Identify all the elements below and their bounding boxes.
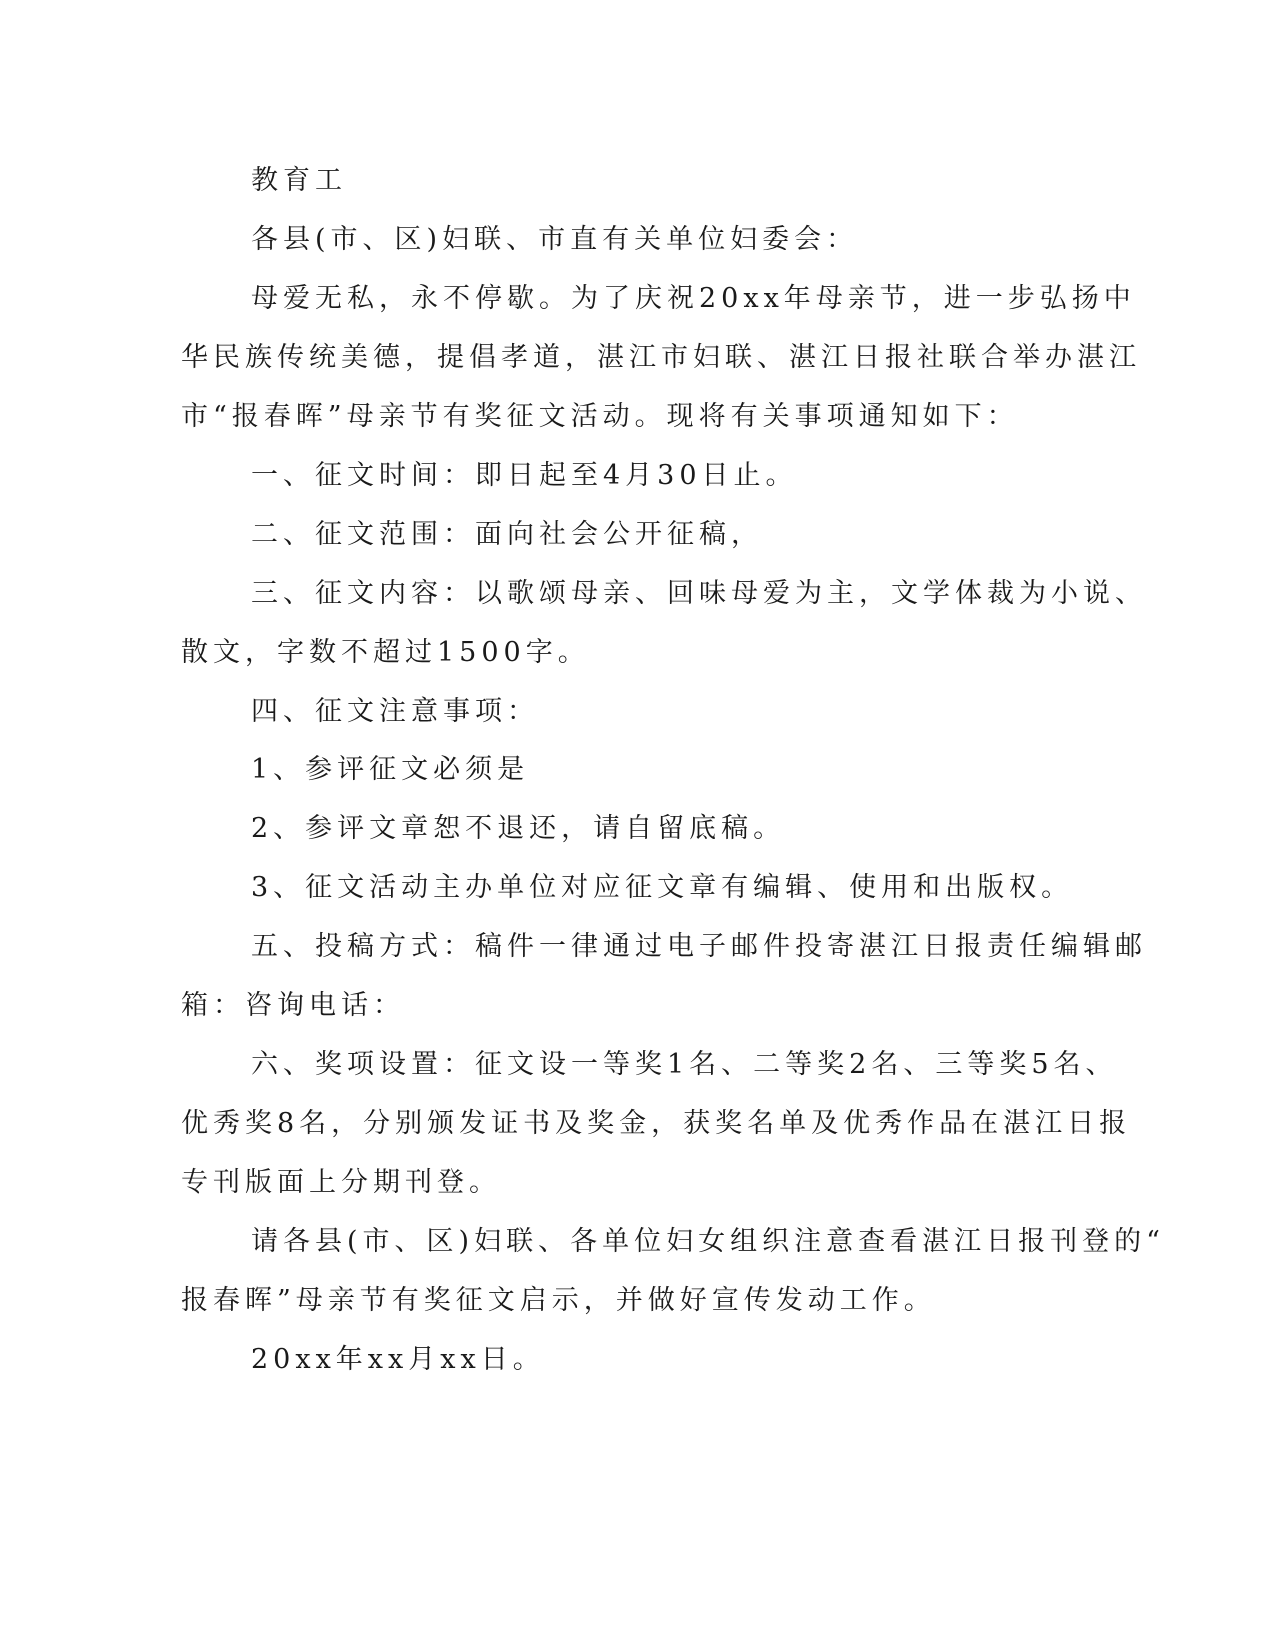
doc-line-item-4: 四、征文注意事项： [251, 696, 539, 727]
doc-line-item-2: 二、征文范围：面向社会公开征稿， [251, 519, 763, 550]
doc-line-item-6b: 优秀奖8名，分别颁发证书及奖金，获奖名单及优秀作品在湛江日报 [181, 1108, 1132, 1139]
doc-line-salutation: 各县(市、区)妇联、市直有关单位妇委会： [251, 224, 859, 255]
doc-line-item-1: 一、征文时间：即日起至4月30日止。 [251, 460, 798, 491]
doc-line-closing-2: 报春晖”母亲节有奖征文启示，并做好宣传发动工作。 [181, 1285, 936, 1316]
doc-line-intro-3: 市“报春晖”母亲节有奖征文活动。现将有关事项通知如下： [181, 401, 1019, 432]
doc-line-item-3b: 散文，字数不超过1500字。 [181, 637, 590, 668]
doc-line-intro-1: 母爱无私，永不停歇。为了庆祝20xx年母亲节，进一步弘扬中 [251, 283, 1136, 314]
doc-line-intro-2: 华民族传统美德，提倡孝道，湛江市妇联、湛江日报社联合举办湛江 [181, 342, 1141, 373]
doc-line-heading: 教育工 [251, 165, 347, 196]
doc-line-item-5b: 箱：咨询电话： [181, 990, 405, 1021]
doc-line-item-3a: 三、征文内容：以歌颂母亲、回味母爱为主，文学体裁为小说、 [251, 578, 1147, 609]
doc-line-item-4-3: 3、征文活动主办单位对应征文章有编辑、使用和出版权。 [251, 872, 1074, 903]
doc-line-item-4-1: 1、参评征文必须是 [251, 754, 530, 785]
doc-line-date: 20xx年xx月xx日。 [251, 1344, 545, 1375]
doc-line-closing-1: 请各县(市、区)妇联、各单位妇女组织注意查看湛江日报刊登的“ [251, 1226, 1165, 1257]
doc-line-item-5a: 五、投稿方式：稿件一律通过电子邮件投寄湛江日报责任编辑邮 [251, 931, 1147, 962]
doc-line-item-4-2: 2、参评文章恕不退还，请自留底稿。 [251, 813, 786, 844]
doc-line-item-6c: 专刊版面上分期刊登。 [181, 1167, 501, 1198]
doc-line-item-6a: 六、奖项设置：征文设一等奖1名、二等奖2名、三等奖5名、 [251, 1049, 1118, 1080]
